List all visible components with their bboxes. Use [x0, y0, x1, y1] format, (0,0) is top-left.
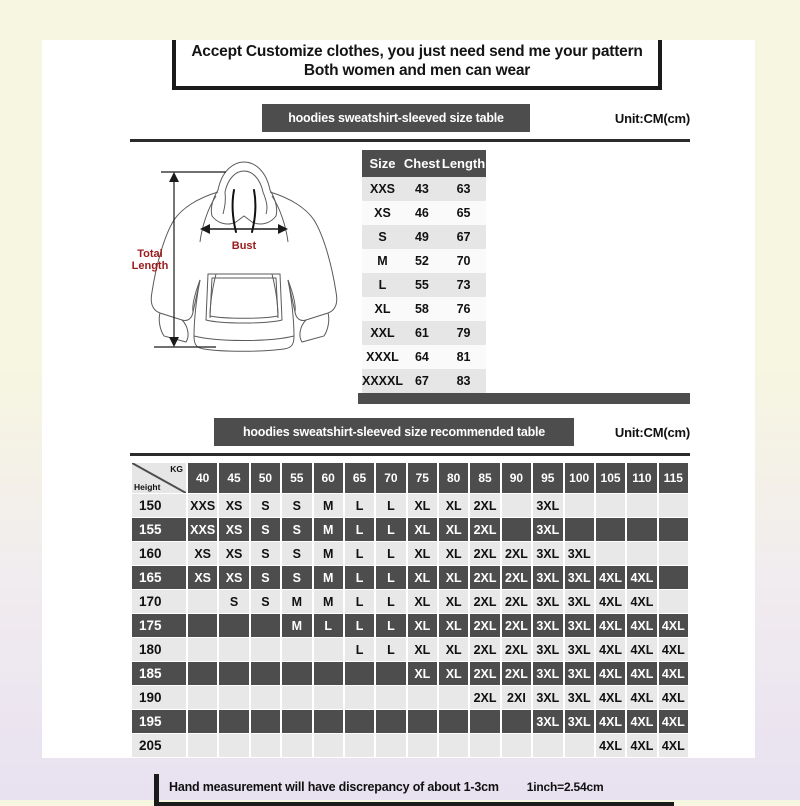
- measure-cell: 65: [441, 201, 486, 225]
- measure-cell: 61: [403, 321, 441, 345]
- recommend-cell: M: [314, 590, 343, 613]
- weight-col-70: 70: [376, 463, 405, 493]
- recommend-cell: S: [251, 590, 280, 613]
- recommend-cell: [502, 494, 531, 517]
- measure-cell: 55: [403, 273, 441, 297]
- size-cell: XXXXL: [362, 369, 403, 393]
- weight-col-45: 45: [219, 463, 248, 493]
- recommend-cell: 3XL: [533, 686, 562, 709]
- recommend-cell: 3XL: [565, 614, 594, 637]
- recommend-cell: L: [376, 566, 405, 589]
- recommend-cell: [596, 494, 625, 517]
- recommend-cell: 2XL: [502, 662, 531, 685]
- recommend-cell: 3XL: [565, 566, 594, 589]
- recommend-cell: [376, 734, 405, 757]
- recommend-cell: [219, 710, 248, 733]
- recommend-cell: [188, 710, 217, 733]
- recommend-cell: XL: [408, 662, 437, 685]
- chart-content: [130, 40, 690, 806]
- height-row-header: 190: [132, 686, 186, 709]
- table-row: [132, 566, 688, 589]
- recommend-cell: S: [282, 566, 311, 589]
- recommend-cell: XL: [439, 542, 468, 565]
- height-row-header: 170: [132, 590, 186, 613]
- size-cell: M: [362, 249, 403, 273]
- recommend-cell: [470, 734, 499, 757]
- recommend-cell: [188, 638, 217, 661]
- measure-cell: 79: [441, 321, 486, 345]
- recommend-cell: 4XL: [659, 686, 688, 709]
- recommend-cell: [659, 494, 688, 517]
- recommend-cell: XL: [439, 566, 468, 589]
- recommend-cell: L: [376, 518, 405, 541]
- recommend-cell: L: [314, 614, 343, 637]
- measure-cell: 64: [403, 345, 441, 369]
- recommend-cell: L: [345, 518, 374, 541]
- recommend-cell: M: [314, 542, 343, 565]
- measure-cell: 73: [441, 273, 486, 297]
- size-table: [362, 150, 486, 393]
- recommend-cell: 3XL: [533, 494, 562, 517]
- table-row: [132, 542, 688, 565]
- size-table-title: hoodies sweatshirt-sleeved size table: [262, 104, 530, 132]
- recommend-cell: XL: [439, 518, 468, 541]
- recommend-cell: 2XL: [502, 542, 531, 565]
- recommend-cell: [219, 638, 248, 661]
- recommend-cell: [188, 614, 217, 637]
- size-table-header-row: [130, 104, 690, 132]
- hoodie-illustration-svg: [130, 150, 358, 365]
- hoodie-figure: [130, 150, 358, 404]
- divider-rule-top: [130, 139, 690, 142]
- measure-cell: 46: [403, 201, 441, 225]
- recommend-cell: [314, 710, 343, 733]
- recommend-cell: XL: [408, 542, 437, 565]
- recommend-cell: 4XL: [596, 638, 625, 661]
- height-row-header: 195: [132, 710, 186, 733]
- table-row: [362, 177, 486, 201]
- size-table-col-0: Size: [362, 150, 403, 177]
- recommend-cell: 2XL: [470, 542, 499, 565]
- recommend-cell: 2XL: [502, 638, 531, 661]
- recommend-cell: XL: [408, 518, 437, 541]
- recommend-cell: 3XL: [533, 710, 562, 733]
- recommend-cell: XS: [219, 566, 248, 589]
- recommend-cell: [408, 686, 437, 709]
- recommend-cell: 4XL: [596, 590, 625, 613]
- recommend-cell: [314, 686, 343, 709]
- weight-col-90: 90: [502, 463, 531, 493]
- recommend-cell: 2XL: [502, 590, 531, 613]
- banner-line-2: Both women and men can wear: [303, 62, 531, 79]
- recommend-cell: XL: [408, 614, 437, 637]
- measure-cell: 83: [441, 369, 486, 393]
- recommend-cell: [251, 710, 280, 733]
- weight-col-95: 95: [533, 463, 562, 493]
- recommend-cell: M: [314, 518, 343, 541]
- recommend-cell: 2XL: [470, 590, 499, 613]
- recommend-cell: XL: [439, 662, 468, 685]
- recommend-cell: [659, 590, 688, 613]
- total-length-label-line2: Length: [131, 260, 169, 272]
- recommend-cell: [439, 734, 468, 757]
- recommend-table-title: hoodies sweatshirt-sleeved size recommended table: [214, 418, 574, 446]
- measure-cell: 76: [441, 297, 486, 321]
- table-row: [362, 321, 486, 345]
- recommend-cell: [376, 662, 405, 685]
- table-row: [132, 614, 688, 637]
- recommend-cell: 4XL: [659, 662, 688, 685]
- recommend-cell: 3XL: [533, 662, 562, 685]
- measure-cell: 81: [441, 345, 486, 369]
- recommend-cell: S: [251, 566, 280, 589]
- recommend-cell: 2XI: [502, 686, 531, 709]
- weight-col-65: 65: [345, 463, 374, 493]
- recommend-cell: [470, 710, 499, 733]
- recommend-cell: 2XL: [502, 566, 531, 589]
- recommend-cell: 4XL: [596, 662, 625, 685]
- recommend-cell: [282, 662, 311, 685]
- recommend-table-unit: Unit:CM(cm): [614, 424, 690, 440]
- recommend-cell: S: [282, 542, 311, 565]
- recommend-cell: 3XL: [565, 542, 594, 565]
- height-row-header: 150: [132, 494, 186, 517]
- recommend-cell: S: [282, 494, 311, 517]
- recommend-cell: [219, 662, 248, 685]
- recommend-cell: [502, 710, 531, 733]
- recommend-cell: S: [282, 518, 311, 541]
- weight-col-60: 60: [314, 463, 343, 493]
- height-row-header: 185: [132, 662, 186, 685]
- table-row: [362, 201, 486, 225]
- table-row: [132, 590, 688, 613]
- table-row: [362, 225, 486, 249]
- height-row-header: 175: [132, 614, 186, 637]
- recommend-cell: 2XL: [470, 614, 499, 637]
- recommend-table-header: [132, 463, 688, 493]
- recommend-cell: [345, 734, 374, 757]
- measure-cell: 58: [403, 297, 441, 321]
- size-cell: XS: [362, 201, 403, 225]
- weight-col-115: 115: [659, 463, 688, 493]
- recommend-cell: XS: [219, 494, 248, 517]
- size-cell: XXS: [362, 177, 403, 201]
- discrepancy-note: Hand measurement will have discrepancy of about 1-3cm: [169, 780, 499, 794]
- recommend-cell: 4XL: [596, 710, 625, 733]
- recommend-cell: 2XL: [470, 638, 499, 661]
- table-row: [132, 710, 688, 733]
- recommend-cell: [345, 710, 374, 733]
- recommend-cell: L: [376, 542, 405, 565]
- recommend-cell: L: [345, 542, 374, 565]
- recommend-cell: M: [282, 614, 311, 637]
- recommend-cell: XS: [219, 518, 248, 541]
- size-table-body: [362, 177, 486, 393]
- recommend-cell: 3XL: [565, 686, 594, 709]
- recommend-cell: 4XL: [627, 590, 656, 613]
- recommend-cell: [439, 686, 468, 709]
- recommend-cell: 2XL: [470, 686, 499, 709]
- recommend-cell: 2XL: [502, 614, 531, 637]
- recommend-cell: [627, 542, 656, 565]
- recommend-cell: [251, 614, 280, 637]
- recommend-cell: [439, 710, 468, 733]
- recommend-cell: [376, 686, 405, 709]
- recommend-cell: [502, 734, 531, 757]
- weight-col-105: 105: [596, 463, 625, 493]
- measure-cell: 49: [403, 225, 441, 249]
- size-cell: XXXL: [362, 345, 403, 369]
- recommend-cell: [251, 662, 280, 685]
- measure-cell: 52: [403, 249, 441, 273]
- recommend-cell: [251, 686, 280, 709]
- recommend-cell: [345, 662, 374, 685]
- recommend-cell: M: [314, 566, 343, 589]
- size-chart-panel: [42, 40, 755, 794]
- recommend-cell: L: [345, 566, 374, 589]
- table-row: [362, 249, 486, 273]
- recommend-cell: 2XL: [470, 494, 499, 517]
- recommend-cell: S: [251, 542, 280, 565]
- measure-cell: 67: [403, 369, 441, 393]
- recommend-cell: [282, 710, 311, 733]
- recommend-cell: [565, 494, 594, 517]
- size-table-section: [130, 150, 690, 404]
- recommend-cell: [314, 734, 343, 757]
- table-row: [132, 518, 688, 541]
- recommend-cell: [314, 662, 343, 685]
- divider-rule-bottom: [130, 453, 690, 456]
- recommend-cell: [565, 518, 594, 541]
- recommend-cell: XXS: [188, 518, 217, 541]
- recommend-cell: 4XL: [627, 566, 656, 589]
- total-length-label-line1: Total: [137, 248, 163, 260]
- table-row: [132, 662, 688, 685]
- recommend-cell: XXS: [188, 494, 217, 517]
- recommend-cell: 3XL: [533, 638, 562, 661]
- recommend-cell: [502, 518, 531, 541]
- recommend-cell: L: [345, 494, 374, 517]
- recommend-cell: XL: [408, 566, 437, 589]
- measure-cell: 70: [441, 249, 486, 273]
- recommend-cell: [408, 734, 437, 757]
- recommend-cell: [188, 686, 217, 709]
- recommend-cell: XL: [408, 590, 437, 613]
- size-cell: XL: [362, 297, 403, 321]
- recommend-cell: 3XL: [533, 614, 562, 637]
- height-row-header: 205: [132, 734, 186, 757]
- recommend-cell: 3XL: [565, 638, 594, 661]
- table-row: [362, 369, 486, 393]
- recommend-cell: M: [314, 494, 343, 517]
- customize-banner: [172, 40, 662, 90]
- recommend-cell: S: [251, 518, 280, 541]
- bust-label: Bust: [231, 240, 257, 252]
- recommend-cell: XS: [188, 542, 217, 565]
- recommend-cell: S: [251, 494, 280, 517]
- recommend-cell: XL: [408, 638, 437, 661]
- height-row-header: 180: [132, 638, 186, 661]
- recommend-cell: [282, 686, 311, 709]
- recommend-cell: 4XL: [659, 614, 688, 637]
- size-table-col-2: Length: [441, 150, 486, 177]
- recommend-cell: [188, 590, 217, 613]
- table-row: [362, 297, 486, 321]
- recommend-cell: [251, 638, 280, 661]
- recommend-cell: XS: [188, 566, 217, 589]
- measure-cell: 63: [441, 177, 486, 201]
- recommend-cell: [219, 686, 248, 709]
- recommend-cell: 4XL: [596, 734, 625, 757]
- recommend-cell: [659, 542, 688, 565]
- weight-col-75: 75: [408, 463, 437, 493]
- recommend-cell: 3XL: [565, 590, 594, 613]
- weight-col-55: 55: [282, 463, 311, 493]
- recommend-cell: XL: [439, 590, 468, 613]
- table-row: [132, 638, 688, 661]
- recommend-cell: L: [376, 638, 405, 661]
- size-table-header: [362, 150, 486, 177]
- recommend-cell: 4XL: [596, 566, 625, 589]
- recommend-cell: 4XL: [596, 614, 625, 637]
- height-weight-corner-cell: [132, 463, 186, 493]
- measure-cell: 43: [403, 177, 441, 201]
- recommend-cell: [408, 710, 437, 733]
- recommend-table-section: [130, 462, 690, 758]
- recommend-cell: [188, 662, 217, 685]
- recommend-cell: 3XL: [533, 590, 562, 613]
- corner-row-label: Height: [134, 482, 161, 492]
- recommend-cell: [219, 734, 248, 757]
- recommend-cell: XS: [219, 542, 248, 565]
- recommend-cell: [188, 734, 217, 757]
- table-row: [132, 686, 688, 709]
- recommend-cell: XL: [439, 614, 468, 637]
- size-table-footer-bar: [358, 393, 690, 404]
- weight-col-110: 110: [627, 463, 656, 493]
- height-row-header: 160: [132, 542, 186, 565]
- recommend-cell: 2XL: [470, 662, 499, 685]
- recommend-cell: [345, 686, 374, 709]
- recommend-cell: 4XL: [659, 710, 688, 733]
- recommend-cell: [533, 734, 562, 757]
- recommend-cell: [627, 494, 656, 517]
- recommend-cell: L: [345, 614, 374, 637]
- weight-col-80: 80: [439, 463, 468, 493]
- recommend-cell: [659, 566, 688, 589]
- recommend-cell: [219, 614, 248, 637]
- table-row: [362, 345, 486, 369]
- measurement-note: [154, 774, 674, 806]
- size-cell: L: [362, 273, 403, 297]
- recommend-cell: 4XL: [627, 662, 656, 685]
- recommend-cell: XL: [408, 494, 437, 517]
- corner-col-label: KG: [170, 464, 183, 474]
- recommend-cell: 2XL: [470, 518, 499, 541]
- recommend-cell: L: [376, 494, 405, 517]
- recommend-cell: S: [219, 590, 248, 613]
- recommend-table: [130, 462, 690, 758]
- weight-col-85: 85: [470, 463, 499, 493]
- recommend-cell: [627, 518, 656, 541]
- recommend-table-header-row: [130, 418, 690, 446]
- recommend-cell: L: [376, 590, 405, 613]
- recommend-cell: L: [376, 614, 405, 637]
- recommend-cell: [251, 734, 280, 757]
- recommend-cell: [565, 734, 594, 757]
- inch-conversion-note: 1inch=2.54cm: [526, 780, 604, 794]
- recommend-cell: 4XL: [627, 710, 656, 733]
- recommend-cell: XL: [439, 494, 468, 517]
- banner-line-1: Accept Customize clothes, you just need send me your pattern: [191, 43, 643, 60]
- size-cell: XXL: [362, 321, 403, 345]
- recommend-cell: 4XL: [596, 686, 625, 709]
- recommend-cell: [282, 734, 311, 757]
- recommend-cell: M: [282, 590, 311, 613]
- recommend-cell: [314, 638, 343, 661]
- recommend-cell: [596, 518, 625, 541]
- size-table-col-1: Chest: [403, 150, 441, 177]
- recommend-table-body: [132, 494, 688, 757]
- recommend-cell: 3XL: [565, 710, 594, 733]
- height-row-header: 165: [132, 566, 186, 589]
- recommend-cell: [596, 542, 625, 565]
- recommend-cell: XL: [439, 638, 468, 661]
- recommend-cell: 3XL: [533, 518, 562, 541]
- recommend-cell: 4XL: [659, 638, 688, 661]
- recommend-cell: 4XL: [659, 734, 688, 757]
- weight-col-50: 50: [251, 463, 280, 493]
- table-row: [132, 494, 688, 517]
- recommend-cell: 4XL: [627, 686, 656, 709]
- recommend-cell: 3XL: [565, 662, 594, 685]
- size-table-unit: Unit:CM(cm): [614, 110, 690, 126]
- weight-col-100: 100: [565, 463, 594, 493]
- measure-cell: 67: [441, 225, 486, 249]
- table-row: [362, 273, 486, 297]
- recommend-cell: 4XL: [627, 734, 656, 757]
- recommend-cell: [659, 518, 688, 541]
- table-row: [132, 734, 688, 757]
- recommend-cell: 2XL: [470, 566, 499, 589]
- recommend-cell: 4XL: [627, 614, 656, 637]
- weight-col-40: 40: [188, 463, 217, 493]
- recommend-cell: L: [345, 638, 374, 661]
- recommend-cell: [282, 638, 311, 661]
- recommend-cell: [376, 710, 405, 733]
- recommend-cell: 3XL: [533, 566, 562, 589]
- height-row-header: 155: [132, 518, 186, 541]
- recommend-cell: 3XL: [533, 542, 562, 565]
- size-cell: S: [362, 225, 403, 249]
- recommend-cell: 4XL: [627, 638, 656, 661]
- recommend-cell: L: [345, 590, 374, 613]
